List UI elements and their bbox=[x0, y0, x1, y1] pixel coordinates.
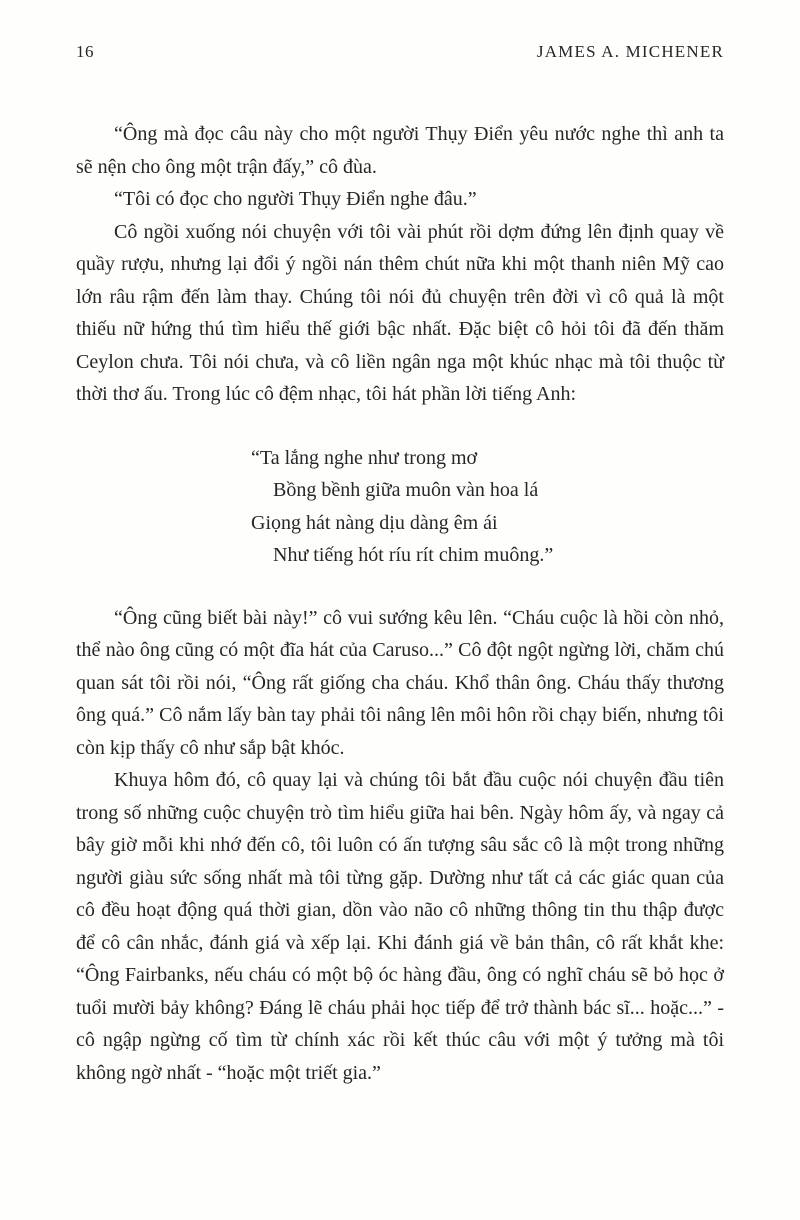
paragraph: Khuya hôm đó, cô quay lại và chúng tôi bắt đầu cuộc nói chuyện đầu tiên trong số những cuộc chuyện trò tìm hiểu giữa hai bên. Ngày hôm ấy, và ngay cả bây giờ mỗi khi nhớ đến cô, tôi luôn có ấn tượng sâu sắc cô là một trong những người giàu sức sống nhất mà tôi từng gặp. Dường như tất cả các giác quan của cô đều hoạt động quá thời gian, dồn vào não cô những thông tin thu thập được để cô cân nhắc, đánh giá và xếp lại. Khi đánh giá về bản thân, cô rất khắt khe: “Ông Fairbanks, nếu cháu có một bộ óc hàng đầu, ông có nghĩ cháu sẽ bỏ học ở tuổi mười bảy không? Đáng lẽ cháu phải học tiếp để trở thành bác sĩ... hoặc...” - cô ngập ngừng cố tìm từ chính xác rồi kết thúc câu với một ý tưởng mà tôi không ngờ nhất - “hoặc một triết gia.” bbox=[76, 769, 724, 1084]
paragraph: “Ông cũng biết bài này!” cô vui sướng kêu lên. “Cháu cuộc là hồi còn nhỏ, thể nào ông cũng có một đĩa hát của Caruso...” Cô đột ngột ngừng lời, chăm chú quan sát tôi rồi nói, “Ông rất giống cha cháu. Khổ thân ông. Cháu thấy thương ông quá.” Cô nắm lấy bàn tay phải tôi nâng lên môi hôn rồi chạy biến, nhưng tôi còn kịp thấy cô như sắp bật khóc. bbox=[76, 606, 724, 759]
page-body bbox=[0, 118, 800, 1089]
paragraph: “Ông mà đọc câu này cho một người Thụy Điển yêu nước nghe thì anh ta sẽ nện cho ông một trận đấy,” cô đùa. bbox=[76, 123, 724, 178]
page-number: 16 bbox=[76, 42, 94, 61]
poem-line: Bồng bềnh giữa muôn vàn hoa lá bbox=[273, 479, 539, 501]
poem-line: “Ta lắng nghe như trong mơ bbox=[251, 446, 478, 469]
poem-line: Giọng hát nàng dịu dàng êm ái bbox=[251, 511, 498, 534]
page-header bbox=[0, 0, 800, 62]
paragraph: “Tôi có đọc cho người Thụy Điển nghe đâu.” bbox=[114, 188, 477, 210]
paragraph: Cô ngồi xuống nói chuyện với tôi vài phút rồi dợm đứng lên định quay về quầy rượu, nhưng lại đổi ý ngồi nán thêm chút nữa khi một thanh niên Mỹ cao lớn râu rậm đến làm thay. Chúng tôi nói đủ chuyện trên đời vì cô quả là một thiếu nữ hứng thú tìm hiểu thế giới bậc nhất. Đặc biệt cô hỏi tôi đã đến thăm Ceylon chưa. Tôi nói chưa, và cô liền ngân nga một khúc nhạc mà tôi thuộc từ thời thơ ấu. Trong lúc cô đệm nhạc, tôi hát phần lời tiếng Anh: bbox=[76, 220, 724, 405]
poem bbox=[251, 442, 724, 572]
running-header: JAMES A. MICHENER bbox=[536, 42, 724, 61]
poem-line: Như tiếng hót ríu rít chim muông.” bbox=[273, 544, 554, 566]
